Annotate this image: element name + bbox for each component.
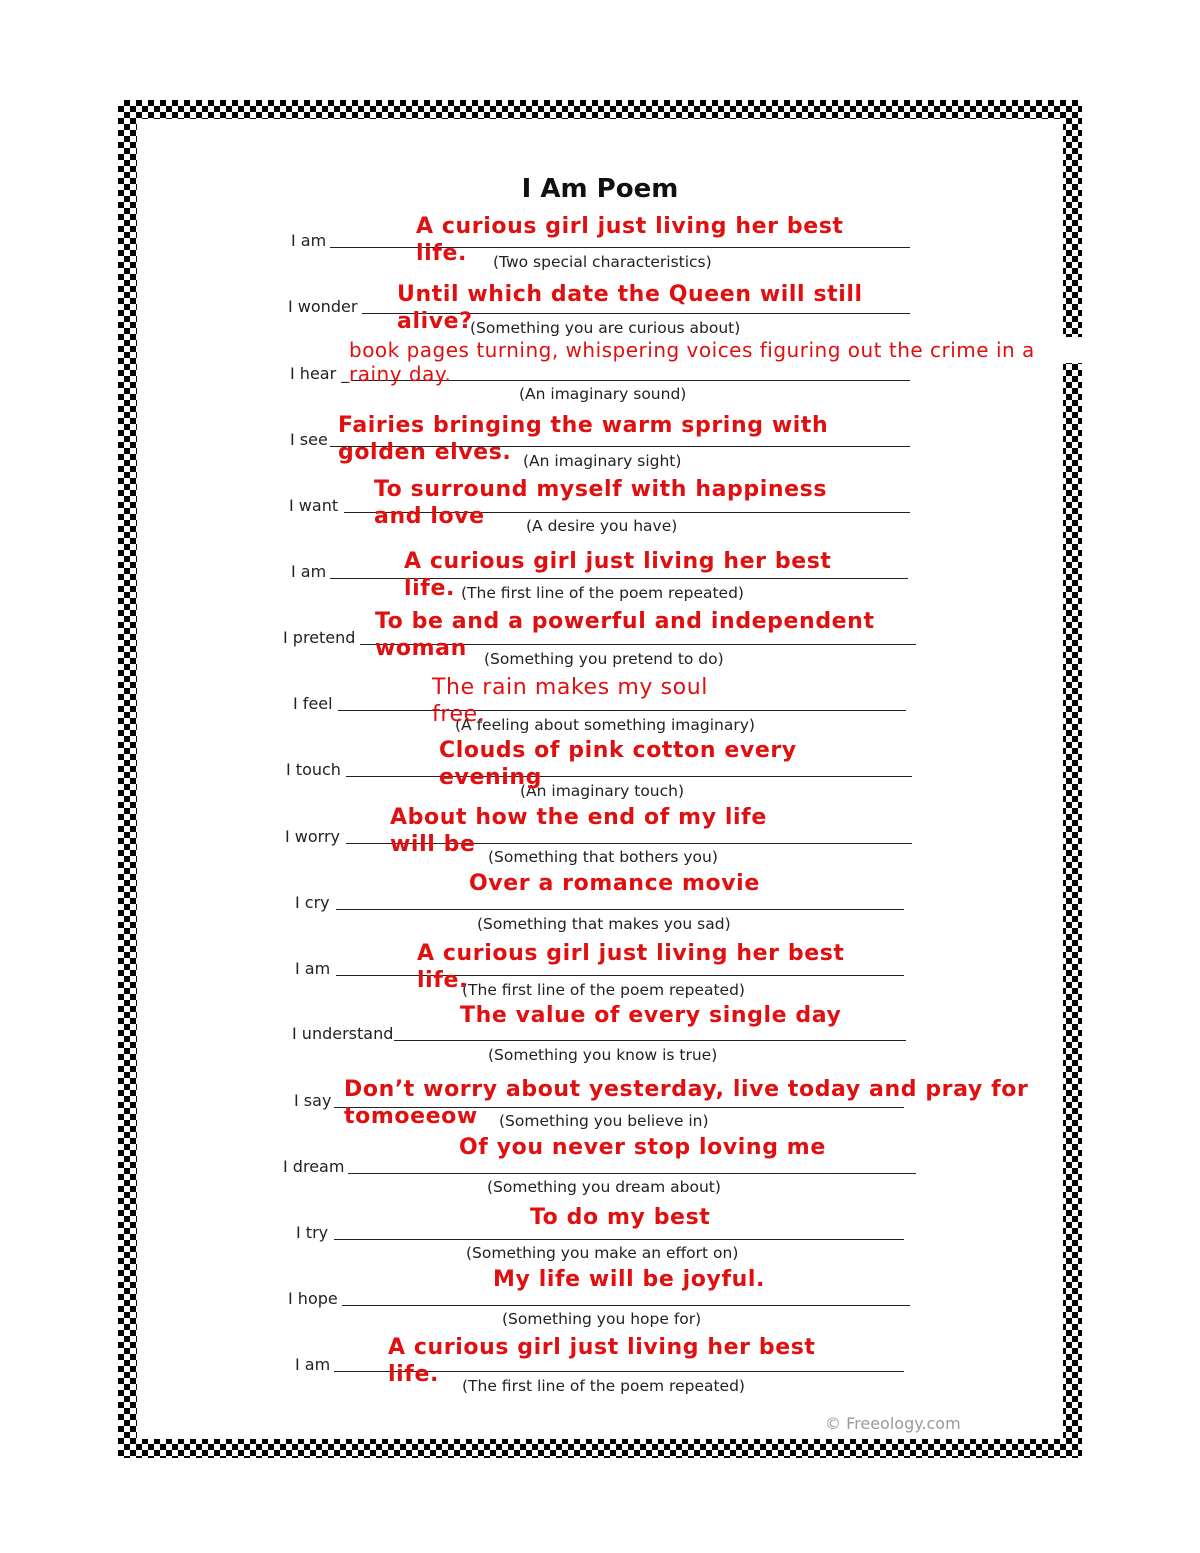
line-hint: (Something you pretend to do) [484, 650, 724, 668]
line-hint: (Something that makes you sad) [477, 915, 731, 933]
line-prompt: I want [289, 496, 339, 515]
line-prompt: I am [291, 562, 327, 581]
line-prompt: I touch [286, 760, 341, 779]
line-hint: (A feeling about something imaginary) [455, 716, 755, 734]
line-hint: (The first line of the poem repeated) [461, 584, 744, 602]
answer-text[interactable]: To be and a powerful and independent woman [375, 609, 875, 661]
line-hint: (An imaginary sight) [523, 452, 682, 470]
answer-text[interactable]: My life will be joyful. [493, 1267, 765, 1292]
line-hint: (The first line of the poem repeated) [462, 1377, 745, 1395]
line-prompt: I worry [285, 827, 341, 846]
answer-line [334, 1239, 904, 1240]
line-prompt: I pretend [283, 628, 356, 647]
answer-text[interactable]: Over a romance movie [469, 871, 760, 896]
line-prompt: I am [295, 1355, 331, 1374]
line-hint: (A desire you have) [526, 517, 678, 535]
page-title: I Am Poem [521, 174, 679, 204]
answer-text[interactable]: About how the end of my life will be [390, 805, 767, 857]
line-hint: (Something you believe in) [499, 1112, 709, 1130]
line-hint: (An imaginary touch) [520, 782, 685, 800]
answer-text[interactable]: A curious girl just living her best life. [417, 941, 845, 993]
line-hint: (Something that bothers you) [488, 848, 718, 866]
answer-text[interactable]: The rain makes my soul free. [432, 675, 708, 727]
line-prompt: I understand [292, 1024, 394, 1043]
line-prompt: I am [295, 959, 331, 978]
answer-line [394, 1040, 906, 1041]
line-prompt: I try [296, 1223, 329, 1242]
line-prompt: I cry [295, 893, 330, 912]
line-prompt: I am [291, 231, 327, 250]
answer-text[interactable]: To do my best [530, 1205, 711, 1230]
line-prompt: I wonder [288, 297, 358, 316]
answer-text[interactable]: book pages turning, whispering voices figuring out the crime in a rainy day. [349, 338, 1035, 386]
line-hint: (Something you hope for) [502, 1310, 702, 1328]
line-hint: (Two special characteristics) [493, 253, 712, 271]
line-hint: (Something you are curious about) [470, 319, 741, 337]
line-hint: (Something you know is true) [488, 1046, 718, 1064]
line-hint: (An imaginary sound) [519, 385, 687, 403]
line-prompt: I hope [288, 1289, 338, 1308]
answer-text[interactable]: A curious girl just living her best life. [388, 1335, 816, 1387]
line-prompt: I dream [283, 1157, 345, 1176]
answer-text[interactable]: Fairies bringing the warm spring with golden elves. [338, 413, 829, 465]
line-hint: (Something you make an effort on) [466, 1244, 739, 1262]
line-hint: (The first line of the poem repeated) [462, 981, 745, 999]
answer-line [348, 1173, 916, 1174]
answer-text[interactable]: Clouds of pink cotton every evening [439, 738, 797, 790]
line-hint: (Something you dream about) [487, 1178, 721, 1196]
copyright-credit: © Freeology.com [825, 1414, 961, 1433]
line-prompt: I see [290, 430, 328, 449]
answer-line [336, 909, 904, 910]
answer-line [342, 1305, 910, 1306]
line-prompt: I hear _ [290, 364, 350, 383]
answer-text[interactable]: A curious girl just living her best life. [416, 214, 844, 266]
answer-text[interactable]: Until which date the Queen will still alive? [397, 282, 863, 334]
answer-text[interactable]: Of you never stop loving me [459, 1135, 826, 1160]
answer-text[interactable]: To surround myself with happiness and love [374, 477, 828, 529]
answer-text[interactable]: A curious girl just living her best life. [404, 549, 832, 601]
answer-text[interactable]: The value of every single day [460, 1003, 842, 1028]
answer-text[interactable]: Don’t worry about yesterday, live today and pray for tomoeeow [344, 1077, 1029, 1129]
line-prompt: I say [294, 1091, 332, 1110]
line-prompt: I feel [293, 694, 333, 713]
